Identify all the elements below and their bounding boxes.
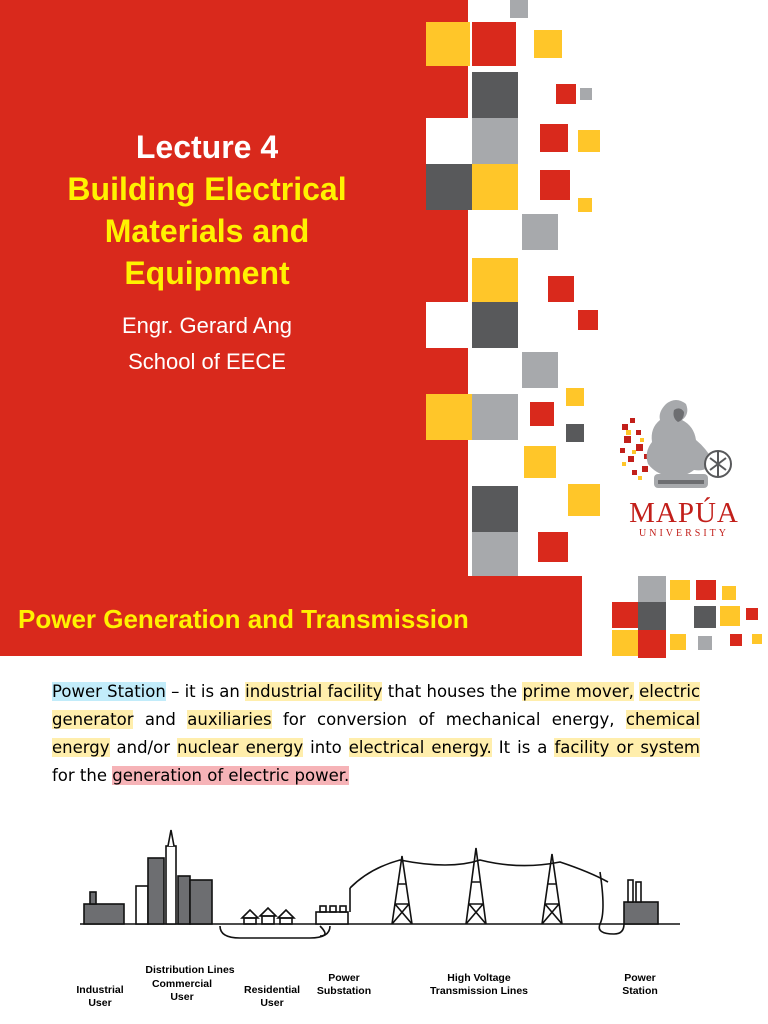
label-hv-transmission: High Voltage Transmission Lines: [429, 972, 529, 997]
decorative-square: [472, 302, 518, 348]
decorative-square: [472, 164, 518, 210]
decorative-square: [472, 486, 518, 532]
title-line: Equipment: [124, 255, 290, 291]
decorative-square: [426, 22, 470, 66]
decorative-square: [638, 630, 666, 658]
decorative-square: [696, 580, 716, 600]
highlight: industrial facility: [245, 682, 383, 701]
decorative-square: [524, 446, 556, 478]
decorative-square: [612, 602, 638, 628]
label-residential-user: Residential User: [243, 984, 301, 1009]
decorative-square: [612, 630, 638, 656]
lecture-number: Lecture 4: [135, 129, 279, 165]
decorative-square: [472, 22, 516, 66]
highlight: auxiliaries: [187, 710, 272, 729]
title-line: Materials and: [104, 213, 310, 249]
decorative-square: [548, 276, 574, 302]
decorative-square: [638, 602, 666, 630]
term-highlight: Power Station: [52, 682, 166, 701]
decorative-square: [426, 118, 472, 164]
decorative-square: [578, 198, 592, 212]
label-industrial-user: Industrial User: [76, 984, 124, 1009]
highlight: facility or system: [554, 738, 700, 757]
decorative-square: [578, 130, 600, 152]
decorative-square: [522, 214, 558, 250]
decorative-square: [730, 634, 742, 646]
decorative-square: [472, 258, 518, 304]
decorative-square: [568, 484, 600, 516]
decorative-square: [426, 164, 472, 210]
decorative-square: [472, 118, 518, 164]
decorative-square: [670, 634, 686, 650]
title-block: [0, 128, 414, 380]
author-name: Engr. Gerard Ang: [122, 313, 292, 338]
title-line: Building Electrical: [67, 171, 347, 207]
decorative-square: [722, 586, 736, 600]
label-power-station: Power Station: [622, 972, 658, 997]
decorative-square: [582, 602, 612, 632]
decorative-square: [522, 352, 558, 388]
decorative-square: [530, 402, 554, 426]
decorative-square: [752, 634, 762, 644]
highlight: prime mover,: [522, 682, 634, 701]
highlight: nuclear energy: [177, 738, 304, 757]
highlight: electrical energy.: [348, 738, 492, 757]
decorative-square: [720, 606, 740, 626]
content-slide: [0, 576, 768, 1024]
decorative-square: [566, 424, 584, 442]
decorative-square: [566, 388, 584, 406]
logo-name: MAPÚA: [629, 497, 739, 529]
decorative-square: [538, 532, 568, 562]
decorative-square: [426, 302, 472, 348]
decorative-square: [472, 394, 518, 440]
label-power-substation: Power Substation: [316, 972, 372, 997]
school-name: School of EECE: [128, 349, 286, 374]
highlight: chemical energy: [52, 710, 700, 757]
decorative-square: [540, 124, 568, 152]
label-distribution-lines: Distribution Lines: [145, 964, 235, 976]
decorative-square: [534, 30, 562, 58]
slide-title: Power Generation and Transmission: [18, 604, 469, 634]
decorative-square: [472, 72, 518, 118]
decorative-square: [472, 532, 518, 576]
decorative-square: [698, 636, 712, 650]
lecture-title: [0, 168, 414, 294]
red-highlight: generation of electric power.: [112, 766, 350, 785]
highlight: electric generator: [52, 682, 701, 729]
decorative-square: [638, 576, 666, 604]
definition-paragraph: Power Station – it is an industrial facility that houses the prime mover, electric generator and auxiliaries for conversion of mechanical energy, chemical energy and/or nuclear energy into electrical energy. It is a facility or system for the generation of electric power.: [52, 682, 701, 785]
decorative-square: [556, 84, 576, 104]
decorative-square: [746, 608, 758, 620]
author-info: [0, 308, 414, 380]
logo-subtitle: UNIVERSITY: [639, 528, 729, 539]
decorative-square: [580, 88, 592, 100]
decorative-square: [426, 394, 472, 440]
decorative-square: [694, 606, 716, 628]
decorative-square: [540, 170, 570, 200]
decorative-square: [578, 310, 598, 330]
label-commercial-user: Commercial User: [151, 978, 213, 1003]
decorative-square: [670, 580, 690, 600]
decorative-square: [510, 0, 528, 18]
